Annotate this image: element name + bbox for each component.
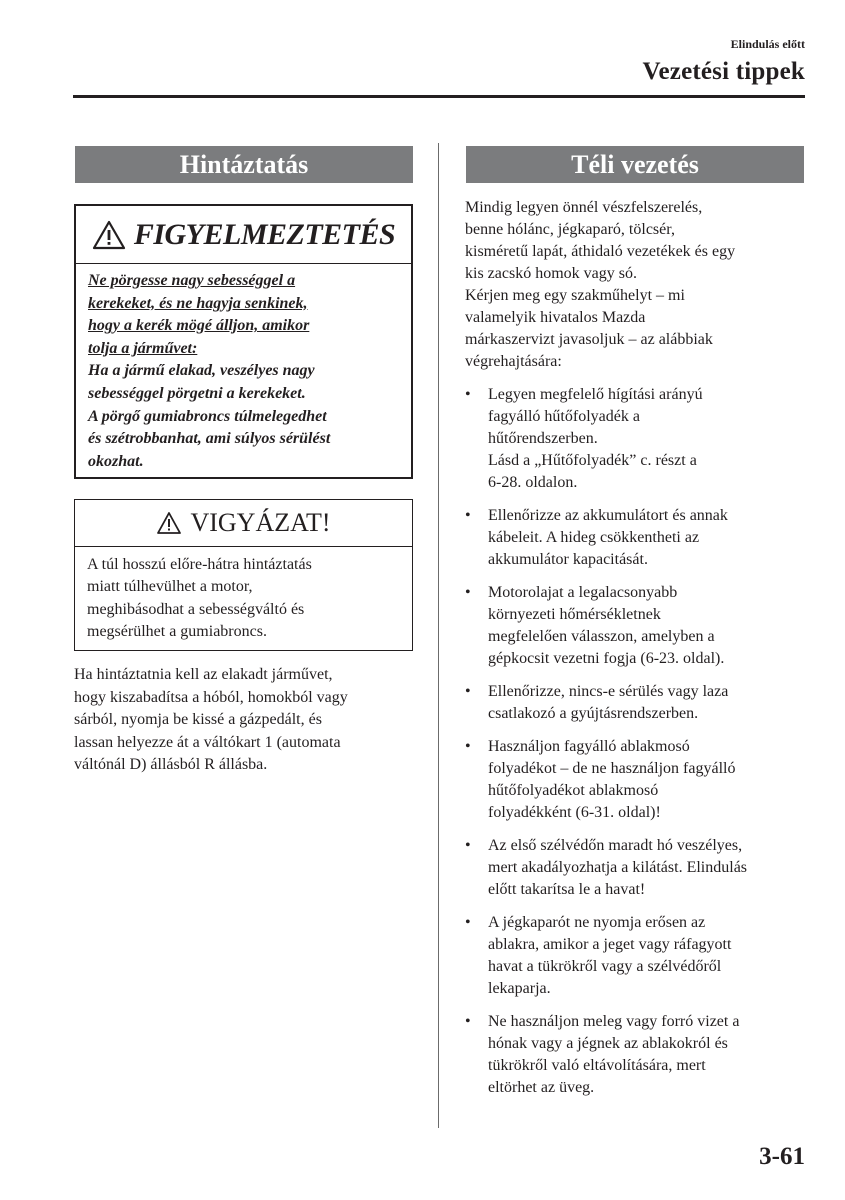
warning-line: kerekeket, és ne hagyja senkinek, bbox=[88, 294, 308, 312]
winter-checklist bbox=[465, 384, 810, 1110]
intro-line: valamelyik hivatalos Mazda bbox=[465, 309, 646, 326]
header-rule bbox=[73, 95, 805, 98]
list-item-line: fagyálló hűtőfolyadék a bbox=[488, 408, 640, 425]
intro-line: benne hólánc, jégkaparó, tölcsér, bbox=[465, 221, 675, 238]
list-item bbox=[465, 736, 810, 824]
page-title: Vezetési tippek bbox=[642, 58, 805, 85]
intro-line: végrehajtására: bbox=[465, 353, 562, 370]
paragraph-line: hogy kiszabadítsa a hóból, homokból vagy bbox=[74, 688, 348, 706]
list-item-line: hűtőrendszerben. bbox=[488, 430, 598, 447]
list-item-line: Ne használjon meleg vagy forró vizet a bbox=[488, 1013, 740, 1030]
list-item-line: hűtőfolyadékot ablakmosó bbox=[488, 782, 659, 799]
list-item-line: tükrökről való eltávolítására, mert bbox=[488, 1057, 706, 1074]
caution-line: meghibásodhat a sebességváltó és bbox=[87, 600, 305, 618]
paragraph-line: sárból, nyomja be kissé a gázpedált, és bbox=[74, 711, 322, 729]
list-item-line: Ellenőrizze, nincs-e sérülés vagy laza bbox=[488, 683, 729, 700]
list-item-line: előtt takarítsa le a havat! bbox=[488, 881, 646, 898]
section-title-winter-driving: Téli vezetés bbox=[466, 146, 804, 183]
warning-box bbox=[74, 204, 413, 479]
list-item bbox=[465, 384, 810, 494]
paragraph-line: váltónál D) állásból R állásba. bbox=[74, 756, 268, 774]
warning-line: tolja a járművet: bbox=[88, 339, 198, 357]
list-item-line: mert akadályozhatja a kilátást. Elindulás bbox=[488, 859, 748, 876]
warning-line: hogy a kerék mögé álljon, amikor bbox=[88, 317, 310, 335]
list-item-line: megfelelően válasszon, amelyben a bbox=[488, 628, 715, 645]
list-item-line: akkumulátor kapacitását. bbox=[488, 551, 648, 568]
list-item-line: ablakra, amikor a jeget vagy ráfagyott bbox=[488, 936, 732, 953]
caution-line: A túl hosszú előre-hátra hintáztatás bbox=[87, 556, 312, 573]
list-item-line: Lásd a „Hűtőfolyadék” c. részt a bbox=[488, 452, 697, 469]
list-item bbox=[465, 681, 810, 725]
intro-line: kis zacskó homok vagy só. bbox=[465, 265, 637, 282]
warning-label: FIGYELMEZTETÉS bbox=[133, 217, 396, 251]
list-item-line: Használjon fagyálló ablakmosó bbox=[488, 738, 690, 755]
warning-line: A pörgő gumiabroncs túlmelegedhet bbox=[88, 407, 327, 425]
caution-label: VIGYÁZAT! bbox=[190, 508, 331, 537]
intro-line: Mindig legyen önnél vészfelszerelés, bbox=[465, 199, 703, 216]
warning-header bbox=[76, 206, 411, 264]
warning-triangle-icon bbox=[92, 220, 126, 250]
warning-line: Ne pörgesse nagy sebességgel a bbox=[88, 272, 296, 289]
list-item-line: hónak vagy a jégnek az ablakokról és bbox=[488, 1035, 728, 1052]
bullet-icon: • bbox=[465, 683, 471, 700]
list-item-line: havat a tükrökről vagy a szélvédőről bbox=[488, 958, 722, 975]
list-item-line: folyadékként (6-31. oldal)! bbox=[488, 804, 661, 821]
header-section-name: Elindulás előtt bbox=[730, 37, 805, 51]
list-item-line: A jégkaparót ne nyomja erősen az bbox=[488, 914, 706, 931]
intro-line: kisméretű lapát, áthidaló vezetékek és egy bbox=[465, 243, 736, 260]
list-item-line: gépkocsit vezetni fogja (6-23. oldal). bbox=[488, 650, 725, 667]
rocking-instructions bbox=[74, 664, 419, 777]
section-title-rocking: Hintáztatás bbox=[75, 146, 413, 183]
list-item bbox=[465, 582, 810, 670]
warning-line: és szétrobbanhat, ami súlyos sérülést bbox=[88, 430, 331, 448]
bullet-icon: • bbox=[465, 1013, 471, 1030]
list-item-line: Az első szélvédőn maradt hó veszélyes, bbox=[488, 837, 743, 854]
bullet-icon: • bbox=[465, 386, 471, 403]
list-item-line: csatlakozó a gyújtásrendszerben. bbox=[488, 705, 699, 722]
list-item-line: Motorolajat a legalacsonyabb bbox=[488, 584, 678, 601]
bullet-icon: • bbox=[465, 738, 471, 755]
list-item-line: környezeti hőmérsékletnek bbox=[488, 606, 661, 623]
list-item-line: Legyen megfelelő hígítási arányú bbox=[488, 386, 703, 403]
intro-line: márkaszervizt javasoljuk – az alábbiak bbox=[465, 331, 713, 348]
caution-line: miatt túlhevülhet a motor, bbox=[87, 578, 253, 596]
winter-intro bbox=[465, 197, 815, 373]
list-item-line: 6-28. oldalon. bbox=[488, 474, 578, 491]
list-item-line: lekaparja. bbox=[488, 980, 551, 997]
list-item-line: eltörhet az üveg. bbox=[488, 1079, 595, 1096]
list-item-line: kábeleit. A hideg csökkentheti az bbox=[488, 529, 700, 546]
bullet-icon: • bbox=[465, 584, 471, 601]
caution-header bbox=[75, 500, 412, 547]
page-number: 3-61 bbox=[759, 1143, 805, 1170]
column-divider bbox=[438, 143, 439, 1128]
warning-text bbox=[76, 264, 411, 473]
paragraph-line: Ha hintáztatnia kell az elakadt járművet, bbox=[74, 666, 333, 683]
caution-triangle-icon bbox=[156, 511, 182, 535]
warning-line: okozhat. bbox=[88, 452, 144, 470]
caution-line: megsérülhet a gumiabroncs. bbox=[87, 623, 267, 641]
caution-text bbox=[75, 547, 412, 644]
bullet-icon: • bbox=[465, 837, 471, 854]
list-item-line: Ellenőrizze az akkumulátort és annak bbox=[488, 507, 728, 524]
caution-box bbox=[74, 499, 413, 651]
list-item-line: folyadékot – de ne használjon fagyálló bbox=[488, 760, 736, 777]
list-item bbox=[465, 835, 810, 901]
intro-line: Kérjen meg egy szakműhelyt – mi bbox=[465, 287, 685, 304]
paragraph-line: lassan helyezze át a váltókart 1 (automata bbox=[74, 733, 341, 751]
list-item bbox=[465, 505, 810, 571]
bullet-icon: • bbox=[465, 914, 471, 931]
warning-line: sebességgel pörgetni a kerekeket. bbox=[88, 384, 306, 402]
warning-line: Ha a jármű elakad, veszélyes nagy bbox=[88, 362, 315, 380]
list-item bbox=[465, 1011, 810, 1099]
list-item bbox=[465, 912, 810, 1000]
bullet-icon: • bbox=[465, 507, 471, 524]
